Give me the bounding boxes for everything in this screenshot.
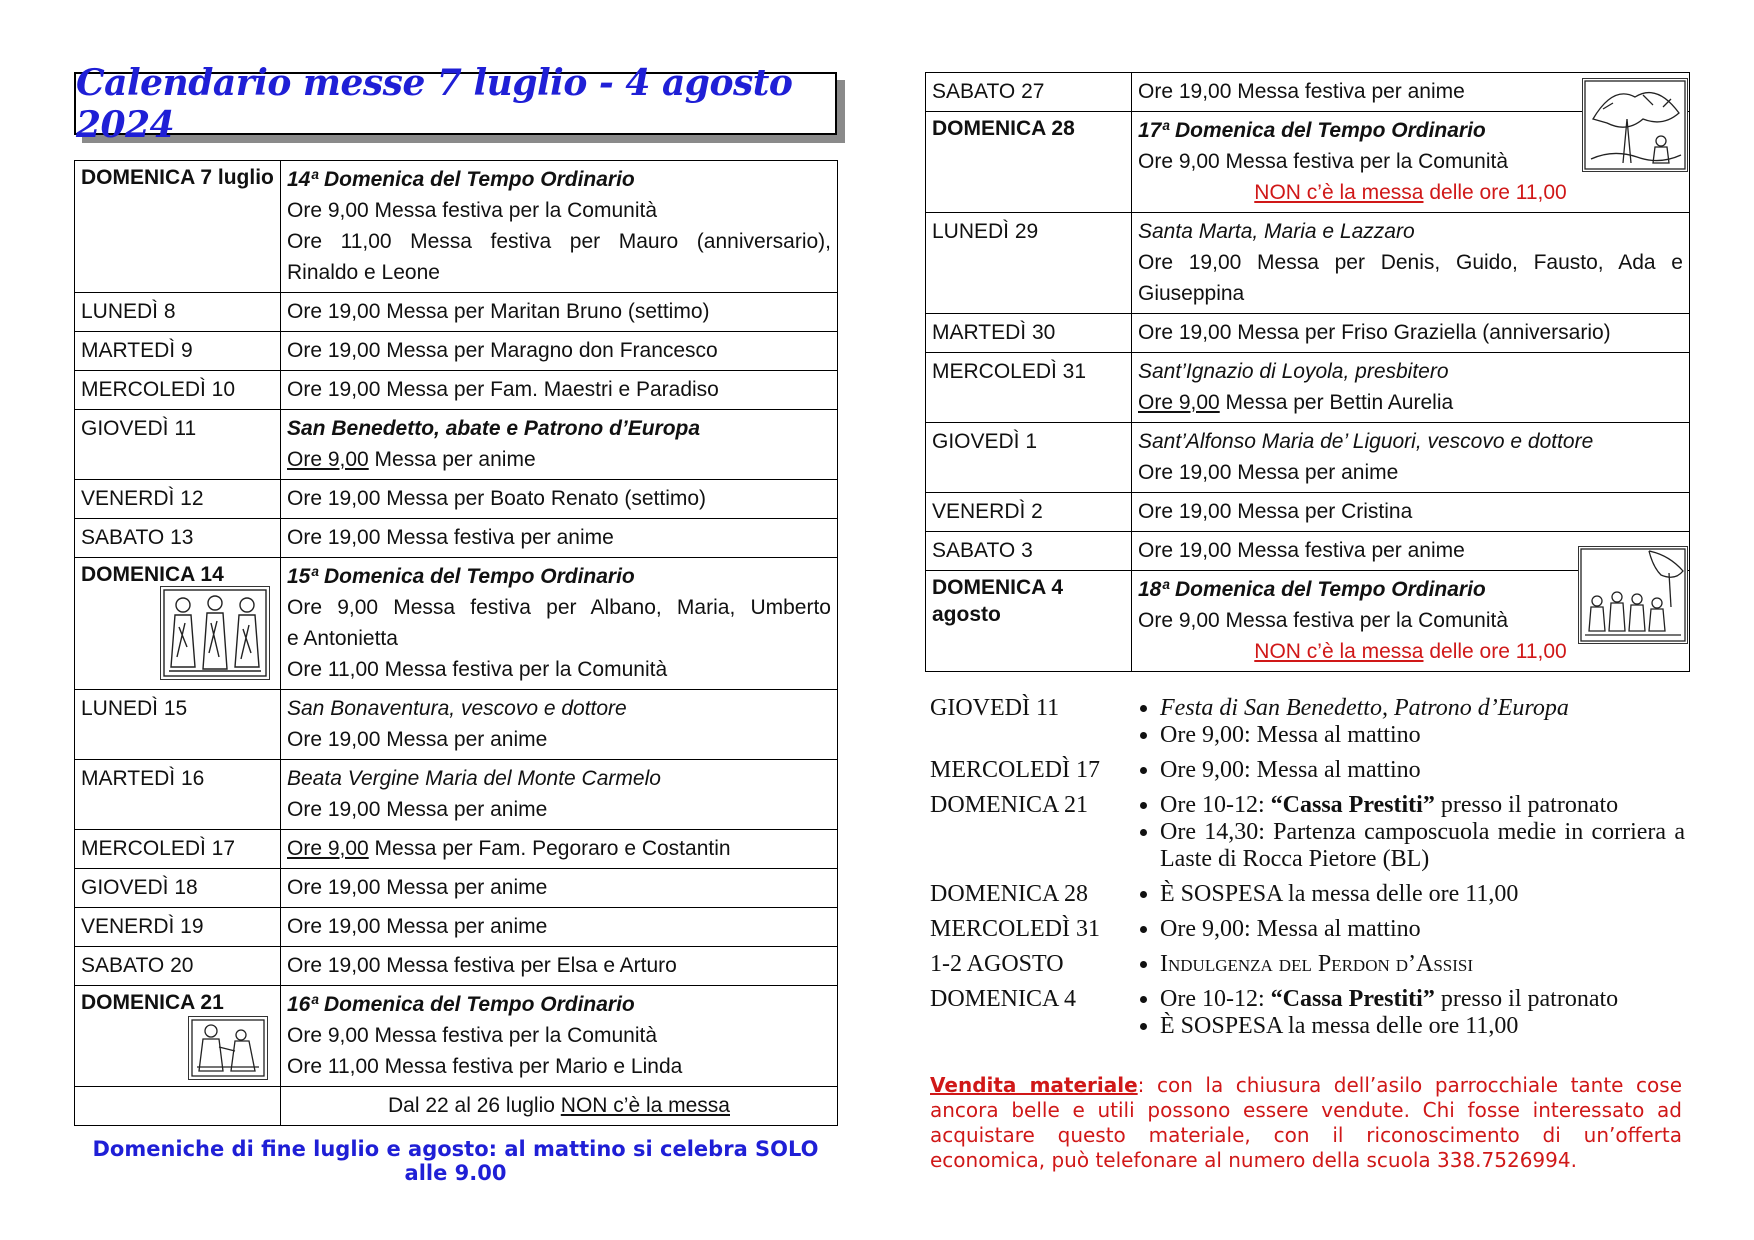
event-row	[930, 757, 1685, 784]
event-date: 1-2 AGOSTO	[930, 951, 1064, 977]
event-text: È SOSPESA la messa delle ore 11,00	[1160, 1013, 1519, 1039]
entry-text: Messa per Bettin Aurelia	[1219, 391, 1454, 414]
entry-text: delle ore 11,00	[1423, 181, 1567, 204]
entry-text: San Benedetto, abate e Patrono d’Europa	[287, 417, 701, 440]
jesus-woodcut-picture	[188, 1016, 268, 1080]
event-items	[1120, 986, 1685, 1040]
day-cell: DOMENICA 21	[75, 986, 281, 1087]
event-items	[1120, 881, 1685, 908]
entry-text: Ore 19,00 Messa per anime	[287, 876, 548, 899]
entry-line	[287, 296, 831, 327]
event-item	[1160, 986, 1685, 1013]
entry-cell	[1132, 213, 1690, 314]
event-item	[1160, 1013, 1685, 1040]
entry-line	[1138, 177, 1683, 208]
entry-cell	[281, 371, 838, 410]
table-row	[75, 332, 838, 371]
entry-cell	[281, 830, 838, 869]
day-cell: LUNEDÌ 29	[926, 213, 1132, 314]
day-cell: VENERDÌ 19	[75, 908, 281, 947]
entry-line	[287, 195, 831, 226]
entry-text: Messa per anime	[368, 448, 536, 471]
entry-underlined: Ore 9,00	[287, 837, 369, 860]
entry-line	[287, 483, 831, 514]
entry-text: 14ª Domenica del Tempo Ordinario	[287, 168, 635, 191]
left-footer-note: Domeniche di fine luglio e agosto: al mattino si celebra SOLO alle 9.00	[92, 1137, 819, 1185]
entry-text: Ore 19,00 Messa per Boato Renato (settimo)	[287, 487, 707, 510]
day-cell: MARTEDÌ 9	[75, 332, 281, 371]
entry-text: Giuseppina	[1138, 282, 1245, 305]
entry-line	[287, 911, 831, 942]
saints-woodcut-picture	[160, 586, 270, 680]
entry-line	[287, 654, 831, 685]
entry-cell	[281, 519, 838, 558]
entry-text: Ore 19,00 Messa festiva per anime	[1138, 539, 1465, 562]
entry-cell	[281, 161, 838, 293]
entry-text: Ore 19,00 Messa per anime	[287, 915, 548, 938]
entry-text: Santa Marta, Maria e Lazzaro	[1138, 220, 1415, 243]
table-row	[926, 571, 1690, 672]
entry-underlined: NON c’è la messa	[1254, 181, 1424, 204]
right-calendar-table	[925, 72, 1690, 672]
table-row	[75, 371, 838, 410]
entry-text: Ore 11,00 Messa festiva per Mario e Linda	[287, 1055, 683, 1078]
entry-line	[287, 1090, 831, 1121]
event-text: presso il patronato	[1434, 986, 1619, 1012]
entry-text: Ore 19,00 Messa per anime	[1138, 461, 1399, 484]
title-frame	[74, 61, 837, 146]
entry-text: Sant’Alfonso Maria de’ Liguori, vescovo e dottore	[1138, 430, 1594, 453]
event-item	[1160, 819, 1685, 873]
table-row	[75, 480, 838, 519]
day-cell: MERCOLEDÌ 31	[926, 353, 1132, 423]
event-date: GIOVEDÌ 11	[930, 695, 1060, 721]
day-cell: GIOVEDÌ 11	[75, 410, 281, 480]
entry-text: Ore 9,00 Messa festiva per la Comunità	[1138, 609, 1509, 632]
entry-line	[1138, 247, 1683, 278]
entry-cell	[281, 690, 838, 760]
entry-text: Ore 19,00 Messa festiva per Elsa e Arturo	[287, 954, 677, 977]
event-date: MERCOLEDÌ 31	[930, 916, 1100, 942]
entry-text: Ore 9,00 Messa festiva per Albano, Maria, Umberto	[287, 596, 831, 619]
entry-text: Beata Vergine Maria del Monte Carmelo	[287, 767, 661, 790]
table-row	[926, 423, 1690, 493]
table-row	[75, 869, 838, 908]
entry-line	[1138, 387, 1683, 418]
table-row	[75, 1087, 838, 1126]
entry-text: Sant’Ignazio di Loyola, presbitero	[1138, 360, 1449, 383]
event-item	[1160, 695, 1685, 722]
table-row	[926, 213, 1690, 314]
event-text: presso il patronato	[1434, 792, 1619, 818]
day-cell: DOMENICA 28	[926, 112, 1132, 213]
entry-text: Ore 11,00 Messa festiva per la Comunità	[287, 658, 668, 681]
vendita-text: : con la chiusura dell’asilo parrocchiale tante cose ancora belle e utili possono essere vendute. Chi fosse interessato ad acquistare questo materiale, con il riconoscimento di un’offerta economica, può telefonare al numero della scuola 338.7526994.	[930, 1073, 1682, 1172]
entry-line	[1138, 216, 1683, 247]
entry-text: 15ª Domenica del Tempo Ordinario	[287, 565, 635, 588]
event-text: Ore 14,30: Partenza camposcuola medie in corriera a Laste di Rocca Pietore (BL)	[1160, 819, 1685, 872]
event-date: DOMENICA 4	[930, 986, 1077, 1012]
event-text: Ore 9,00: Messa al mattino	[1160, 757, 1421, 783]
entry-cell	[281, 480, 838, 519]
day-cell: DOMENICA 4 agosto	[926, 571, 1132, 672]
day-cell: VENERDÌ 2	[926, 493, 1132, 532]
entry-cell	[281, 558, 838, 690]
entry-text: Ore 19,00 Messa per Maritan Bruno (settimo)	[287, 300, 710, 323]
day-cell: GIOVEDÌ 1	[926, 423, 1132, 493]
entry-cell	[281, 332, 838, 371]
entry-text: Messa per Fam. Pegoraro e Costantin	[368, 837, 731, 860]
day-cell: SABATO 27	[926, 73, 1132, 112]
vendita-notice	[930, 1073, 1682, 1173]
event-item	[1160, 916, 1685, 943]
event-item	[1160, 792, 1685, 819]
entry-text: Ore 19,00 Messa per Denis, Guido, Fausto, Ada e	[1138, 251, 1683, 274]
table-row	[926, 112, 1690, 213]
table-row	[75, 947, 838, 986]
entry-line	[1138, 317, 1683, 348]
entry-text: Ore 19,00 Messa per anime	[287, 728, 548, 751]
entry-line	[287, 833, 831, 864]
event-item	[1160, 722, 1685, 749]
event-item	[1160, 757, 1685, 784]
events-list	[930, 695, 1685, 1048]
table-row	[75, 410, 838, 480]
event-row	[930, 695, 1685, 749]
vendita-label: Vendita materiale	[930, 1073, 1138, 1097]
entry-line	[1138, 278, 1683, 309]
entry-line	[287, 413, 831, 444]
entry-line	[287, 794, 831, 825]
table-row	[75, 690, 838, 760]
day-cell: SABATO 20	[75, 947, 281, 986]
entry-line	[287, 763, 831, 794]
entry-line	[287, 522, 831, 553]
entry-line	[287, 257, 831, 288]
entry-line	[287, 164, 831, 195]
event-text: Ore 10-12:	[1160, 792, 1271, 818]
entry-text: Rinaldo e Leone	[287, 261, 440, 284]
table-row	[75, 519, 838, 558]
day-cell: VENERDÌ 12	[75, 480, 281, 519]
entry-text: Dal 22 al 26 luglio	[388, 1094, 561, 1117]
event-bold: “Cassa Prestiti”	[1270, 986, 1435, 1012]
entry-underlined: NON c’è la messa	[1254, 640, 1424, 663]
entry-underlined: Ore 9,00	[287, 448, 369, 471]
entry-cell	[281, 760, 838, 830]
entry-text: Ore 9,00 Messa festiva per la Comunità	[287, 1024, 658, 1047]
entry-text: delle ore 11,00	[1423, 640, 1567, 663]
entry-text: Ore 9,00 Messa festiva per la Comunità	[287, 199, 658, 222]
entry-line	[1138, 457, 1683, 488]
event-row	[930, 881, 1685, 908]
event-date: DOMENICA 21	[930, 792, 1089, 818]
day-cell: LUNEDÌ 8	[75, 293, 281, 332]
entry-line	[287, 226, 831, 257]
entry-line	[287, 335, 831, 366]
event-row	[930, 951, 1685, 978]
table-row	[926, 353, 1690, 423]
event-items	[1120, 951, 1685, 978]
entry-line	[287, 592, 831, 623]
table-row	[926, 493, 1690, 532]
entry-text: Ore 19,00 Messa per Cristina	[1138, 500, 1413, 523]
entry-cell	[281, 1087, 838, 1126]
entry-cell	[281, 908, 838, 947]
event-items	[1120, 916, 1685, 943]
event-text: Ore 9,00: Messa al mattino	[1160, 916, 1421, 942]
entry-text: Ore 19,00 Messa per anime	[287, 798, 548, 821]
event-date: MERCOLEDÌ 17	[930, 757, 1100, 783]
entry-cell	[281, 986, 838, 1087]
day-cell: LUNEDÌ 15	[75, 690, 281, 760]
day-cell: MARTEDÌ 30	[926, 314, 1132, 353]
day-cell: MERCOLEDÌ 10	[75, 371, 281, 410]
table-row	[75, 830, 838, 869]
tree-woodcut-picture	[1582, 78, 1688, 172]
entry-line	[287, 872, 831, 903]
event-items	[1120, 792, 1685, 873]
entry-text: 17ª Domenica del Tempo Ordinario	[1138, 119, 1486, 142]
event-text: Indulgenza del Perdon d’Assisi	[1160, 951, 1474, 977]
event-item	[1160, 881, 1685, 908]
page-title: Calendario messe 7 luglio - 4 agosto 2024	[76, 61, 793, 146]
entry-line	[1138, 426, 1683, 457]
table-row	[926, 532, 1690, 571]
event-item	[1160, 951, 1685, 978]
day-cell: SABATO 3	[926, 532, 1132, 571]
entry-text: Ore 11,00 Messa festiva per Mauro (anniversario),	[287, 230, 831, 253]
entry-cell	[281, 410, 838, 480]
entry-underlined: NON c’è la messa	[560, 1094, 730, 1117]
event-row	[930, 792, 1685, 873]
title-box	[74, 61, 837, 146]
event-text: Festa di San Benedetto, Patrono d’Europa	[1160, 695, 1569, 721]
event-row	[930, 986, 1685, 1040]
table-row	[926, 314, 1690, 353]
entry-line	[287, 561, 831, 592]
entry-text: Ore 19,00 Messa per Maragno don Francesco	[287, 339, 718, 362]
table-row	[75, 161, 838, 293]
entry-text: Ore 19,00 Messa festiva per anime	[1138, 80, 1465, 103]
entry-text: Ore 19,00 Messa per Friso Graziella (anniversario)	[1138, 321, 1611, 344]
day-cell: SABATO 13	[75, 519, 281, 558]
entry-line	[1138, 356, 1683, 387]
entry-text: e Antonietta	[287, 627, 398, 650]
event-text: È SOSPESA la messa delle ore 11,00	[1160, 881, 1519, 907]
entry-cell	[1132, 493, 1690, 532]
event-date: DOMENICA 28	[930, 881, 1089, 907]
entry-text: Ore 9,00 Messa festiva per la Comunità	[1138, 150, 1509, 173]
entry-cell	[281, 947, 838, 986]
event-text: Ore 10-12:	[1160, 986, 1271, 1012]
entry-text: Ore 19,00 Messa festiva per anime	[287, 526, 614, 549]
entry-cell	[281, 869, 838, 908]
table-row	[75, 760, 838, 830]
event-items	[1120, 757, 1685, 784]
entry-text: San Bonaventura, vescovo e dottore	[287, 697, 627, 720]
day-cell: GIOVEDÌ 18	[75, 869, 281, 908]
entry-line	[287, 1051, 831, 1082]
entry-cell	[1132, 314, 1690, 353]
event-row	[930, 916, 1685, 943]
day-cell: MARTEDÌ 16	[75, 760, 281, 830]
entry-text: 18ª Domenica del Tempo Ordinario	[1138, 578, 1486, 601]
event-bold: “Cassa Prestiti”	[1270, 792, 1435, 818]
day-cell	[75, 1087, 281, 1126]
entry-line	[287, 724, 831, 755]
entry-line	[287, 950, 831, 981]
table-row	[75, 293, 838, 332]
entry-line	[287, 693, 831, 724]
entry-line	[287, 374, 831, 405]
table-row	[926, 73, 1690, 112]
entry-line	[287, 989, 831, 1020]
entry-text: 16ª Domenica del Tempo Ordinario	[287, 993, 635, 1016]
entry-line	[287, 444, 831, 475]
event-text: Ore 9,00: Messa al mattino	[1160, 722, 1421, 748]
entry-line	[287, 1020, 831, 1051]
entry-text: Ore 19,00 Messa per Fam. Maestri e Paradiso	[287, 378, 719, 401]
entry-cell	[1132, 423, 1690, 493]
day-cell: DOMENICA 7 luglio	[75, 161, 281, 293]
entry-cell	[281, 293, 838, 332]
day-cell: DOMENICA 14	[75, 558, 281, 690]
entry-underlined: Ore 9,00	[1138, 391, 1220, 414]
entry-line	[287, 623, 831, 654]
table-row	[75, 908, 838, 947]
crowd-woodcut-picture	[1578, 546, 1688, 644]
entry-line	[1138, 496, 1683, 527]
entry-cell	[1132, 353, 1690, 423]
day-cell: MERCOLEDÌ 17	[75, 830, 281, 869]
event-items	[1120, 695, 1685, 749]
